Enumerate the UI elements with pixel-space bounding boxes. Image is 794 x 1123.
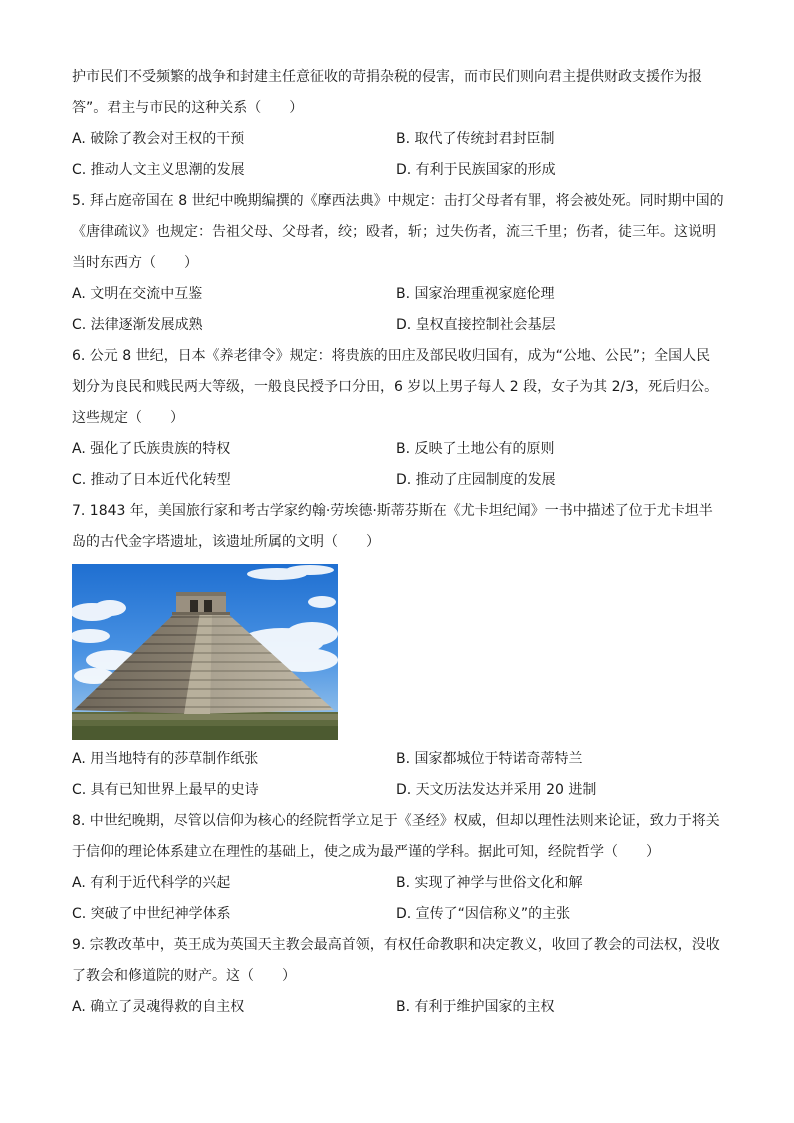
- question-text: 划分为良民和贱民两大等级，一般良民授予口分田，6 岁以上男子每人 2 段，女子为其 2/3，死后归公。: [72, 379, 719, 395]
- option-c[interactable]: C. 具有已知世界上最早的史诗: [72, 782, 259, 798]
- option-b[interactable]: B. 有利于维护国家的主权: [396, 999, 555, 1015]
- question-text: 护市民们不受频繁的战争和封建主任意征收的苛捐杂税的侵害，而市民们则向君主提供财政支援作为报: [72, 69, 702, 85]
- option-a[interactable]: A. 有利于近代科学的兴起: [72, 875, 231, 891]
- option-row: [72, 155, 724, 186]
- option-row: [72, 465, 724, 496]
- question-text: 6. 公元 8 世纪，日本《养老律令》规定：将贵族的田庄及部民收归国有，成为“公地、公民”；全国人民: [72, 348, 711, 364]
- question-text: 岛的古代金字塔遗址，该遗址所属的文明（ ）: [72, 534, 380, 550]
- option-d[interactable]: D. 推动了庄园制度的发展: [396, 472, 556, 488]
- option-b[interactable]: B. 国家治理重视家庭伦理: [396, 286, 555, 302]
- option-row: [72, 310, 724, 341]
- option-row: [72, 868, 724, 899]
- question-7: [72, 496, 724, 806]
- question-text: 当时东西方（ ）: [72, 255, 198, 271]
- option-row: [72, 124, 724, 155]
- option-c[interactable]: C. 推动了日本近代化转型: [72, 472, 231, 488]
- question-6: [72, 341, 724, 496]
- option-c[interactable]: C. 推动人文主义思潮的发展: [72, 162, 245, 178]
- option-b[interactable]: B. 实现了神学与世俗文化和解: [396, 875, 583, 891]
- question-text: 8. 中世纪晚期，尽管以信仰为核心的经院哲学立足于《圣经》权威，但却以理性法则来论证，致力于将关: [72, 813, 720, 829]
- question-text: 了教会和修道院的财产。这（ ）: [72, 968, 296, 984]
- option-a[interactable]: A. 文明在交流中互鉴: [72, 286, 203, 302]
- option-b[interactable]: B. 国家都城位于特诺奇蒂特兰: [396, 751, 583, 767]
- option-row: [72, 992, 724, 1023]
- option-c[interactable]: C. 法律逐渐发展成熟: [72, 317, 203, 333]
- option-row: [72, 279, 724, 310]
- exam-page: [72, 62, 724, 1023]
- option-a[interactable]: A. 用当地特有的莎草制作纸张: [72, 751, 259, 767]
- option-d[interactable]: D. 有利于民族国家的形成: [396, 162, 556, 178]
- option-row: [72, 434, 724, 465]
- pyramid-photo: [72, 564, 338, 740]
- option-a[interactable]: A. 破除了教会对王权的干预: [72, 131, 245, 147]
- question-text: 于信仰的理论体系建立在理性的基础上，使之成为最严谨的学科。据此可知，经院哲学（ ）: [72, 844, 660, 860]
- question-text: 《唐律疏议》也规定：告祖父母、父母者，绞；殴者，斩；过失伤者，流三千里；伤者，徒三年。这说明: [72, 224, 716, 240]
- option-a[interactable]: A. 确立了灵魂得救的自主权: [72, 999, 245, 1015]
- option-row: [72, 775, 724, 806]
- option-a[interactable]: A. 强化了氏族贵族的特权: [72, 441, 231, 457]
- question-text: 答”。君主与市民的这种关系（ ）: [72, 100, 304, 116]
- option-b[interactable]: B. 反映了土地公有的原则: [396, 441, 555, 457]
- option-row: [72, 899, 724, 930]
- option-d[interactable]: D. 天文历法发达并采用 20 进制: [396, 782, 597, 798]
- option-row: [72, 744, 724, 775]
- question-text: 7. 1843 年，美国旅行家和考古学家约翰·劳埃德·斯蒂芬斯在《尤卡坦纪闻》一书中描述了位于尤卡坦半: [72, 503, 713, 519]
- question-5: [72, 186, 724, 341]
- option-c[interactable]: C. 突破了中世纪神学体系: [72, 906, 231, 922]
- option-d[interactable]: D. 宣传了“因信称义”的主张: [396, 906, 571, 922]
- question-8: [72, 806, 724, 930]
- option-d[interactable]: D. 皇权直接控制社会基层: [396, 317, 556, 333]
- option-b[interactable]: B. 取代了传统封君封臣制: [396, 131, 555, 147]
- question-4: [72, 62, 724, 186]
- question-text: 9. 宗教改革中，英王成为英国天主教会最高首领，有权任命教职和决定教义，收回了教会的司法权，没收: [72, 937, 720, 953]
- question-text: 这些规定（ ）: [72, 410, 184, 426]
- question-text: 5. 拜占庭帝国在 8 世纪中晚期编撰的《摩西法典》中规定：击打父母者有罪，将会被处死。同时期中国的: [72, 193, 724, 209]
- question-9: [72, 930, 724, 1023]
